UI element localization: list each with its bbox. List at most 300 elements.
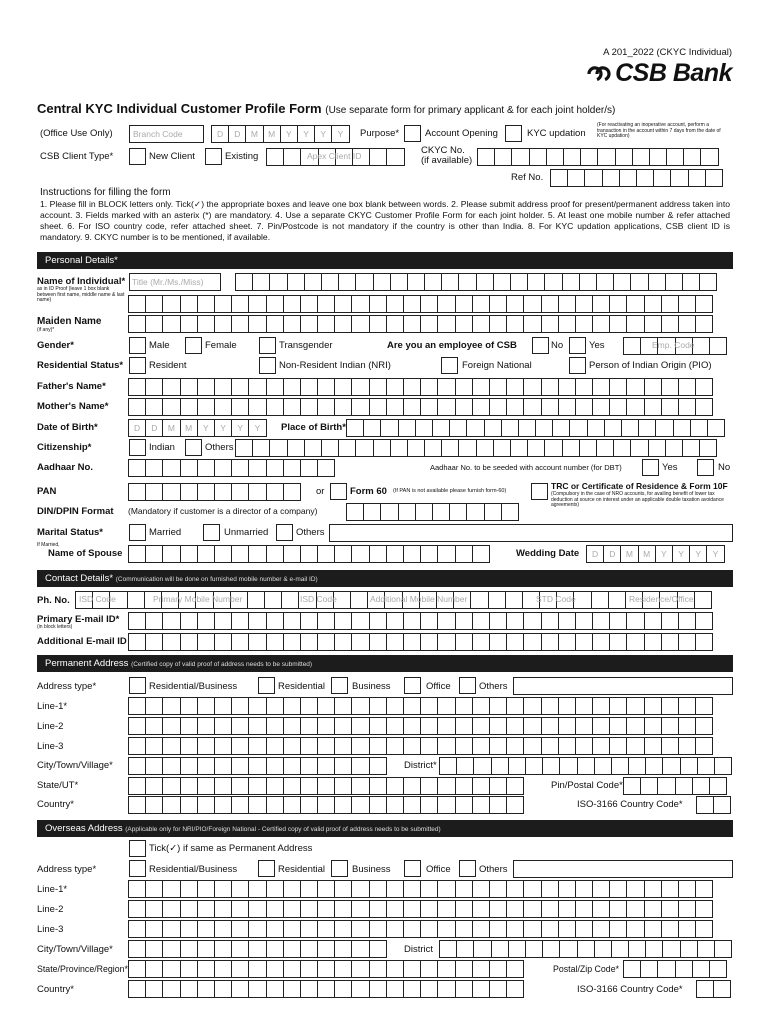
char-box[interactable] (665, 439, 683, 457)
char-box[interactable] (508, 940, 526, 958)
ref-no-field[interactable] (551, 169, 723, 187)
char-box[interactable] (231, 796, 249, 814)
char-box[interactable] (541, 633, 559, 651)
char-box[interactable] (369, 697, 387, 715)
char-box[interactable] (455, 920, 473, 938)
char-box[interactable] (300, 757, 318, 775)
char-box[interactable] (523, 315, 541, 333)
char-box[interactable] (317, 796, 335, 814)
char-box[interactable] (248, 545, 266, 563)
char-box[interactable] (283, 633, 301, 651)
char-box[interactable] (145, 483, 163, 501)
char-box[interactable] (415, 419, 433, 437)
char-box[interactable] (523, 920, 541, 938)
char-box[interactable] (575, 880, 593, 898)
char-box[interactable] (180, 633, 198, 651)
char-box[interactable] (248, 940, 266, 958)
dob-field[interactable] (129, 419, 267, 437)
char-box[interactable] (661, 295, 679, 313)
char-box[interactable] (248, 980, 266, 998)
char-box[interactable] (248, 960, 266, 978)
char-box[interactable] (472, 545, 490, 563)
char-box[interactable] (283, 880, 301, 898)
char-box[interactable] (351, 378, 369, 396)
char-box[interactable] (300, 900, 318, 918)
char-box[interactable] (283, 697, 301, 715)
char-box[interactable] (403, 697, 421, 715)
char-box[interactable] (558, 378, 576, 396)
char-box[interactable] (558, 737, 576, 755)
char-box[interactable] (611, 940, 629, 958)
char-box[interactable] (369, 737, 387, 755)
char-box[interactable] (231, 295, 249, 313)
spouse-name-field[interactable] (129, 545, 490, 563)
char-box[interactable] (334, 295, 352, 313)
char-box[interactable] (128, 459, 146, 477)
char-box[interactable] (591, 591, 609, 609)
char-box[interactable] (386, 697, 404, 715)
ovs-country-field[interactable] (129, 980, 524, 998)
char-box[interactable] (455, 900, 473, 918)
char-box[interactable] (501, 419, 519, 437)
char-box[interactable] (636, 169, 654, 187)
char-box[interactable] (351, 737, 369, 755)
char-box[interactable] (567, 169, 585, 187)
char-box[interactable] (317, 295, 335, 313)
char-box[interactable] (386, 633, 404, 651)
char-box[interactable] (317, 398, 335, 416)
char-box[interactable] (252, 273, 270, 291)
char-box[interactable] (489, 880, 507, 898)
char-box[interactable] (420, 980, 438, 998)
char-box[interactable] (300, 459, 318, 477)
char-box[interactable] (626, 737, 644, 755)
char-box[interactable] (214, 757, 232, 775)
char-box[interactable] (675, 960, 693, 978)
char-box[interactable] (697, 940, 715, 958)
char-box[interactable] (682, 273, 700, 291)
char-box[interactable] (363, 419, 381, 437)
char-box[interactable] (283, 295, 301, 313)
char-box[interactable] (437, 960, 455, 978)
char-box[interactable] (214, 717, 232, 735)
char-box[interactable] (363, 503, 381, 521)
char-box[interactable] (544, 439, 562, 457)
char-box[interactable] (592, 633, 610, 651)
char-box[interactable] (231, 960, 249, 978)
char-box[interactable] (248, 757, 266, 775)
char-box[interactable] (369, 148, 387, 166)
char-box[interactable] (283, 980, 301, 998)
char-box[interactable] (162, 295, 180, 313)
char-box[interactable] (197, 398, 215, 416)
char-box[interactable] (678, 315, 696, 333)
char-box[interactable] (317, 920, 335, 938)
char-box[interactable] (626, 900, 644, 918)
char-box[interactable] (373, 439, 391, 457)
char-box[interactable] (661, 717, 679, 735)
char-box[interactable] (456, 757, 474, 775)
char-box[interactable] (420, 378, 438, 396)
char-box[interactable]: Y (248, 419, 266, 437)
char-box[interactable] (283, 737, 301, 755)
char-box[interactable] (470, 591, 488, 609)
char-box[interactable] (162, 633, 180, 651)
char-box[interactable] (523, 378, 541, 396)
char-box[interactable] (197, 378, 215, 396)
char-box[interactable] (269, 273, 287, 291)
char-box[interactable]: Y (689, 545, 707, 563)
char-box[interactable] (678, 900, 696, 918)
char-box[interactable] (678, 633, 696, 651)
char-box[interactable] (128, 717, 146, 735)
char-box[interactable] (437, 796, 455, 814)
char-box[interactable] (527, 439, 545, 457)
char-box[interactable] (266, 717, 284, 735)
char-box[interactable] (369, 295, 387, 313)
char-box[interactable] (494, 148, 512, 166)
char-box[interactable] (541, 880, 559, 898)
char-box[interactable] (369, 717, 387, 735)
char-box[interactable] (145, 757, 163, 775)
char-box[interactable] (283, 920, 301, 938)
char-box[interactable] (214, 880, 232, 898)
char-box[interactable] (128, 315, 146, 333)
char-box[interactable] (661, 697, 679, 715)
char-box[interactable] (369, 398, 387, 416)
char-box[interactable] (546, 148, 564, 166)
char-box[interactable] (197, 796, 215, 814)
char-box[interactable] (231, 697, 249, 715)
name-row-2[interactable] (129, 295, 713, 313)
char-box[interactable] (489, 796, 507, 814)
char-box[interactable] (594, 940, 612, 958)
char-box[interactable] (283, 900, 301, 918)
char-box[interactable] (317, 960, 335, 978)
char-box[interactable] (283, 777, 301, 795)
char-box[interactable] (128, 757, 146, 775)
char-box[interactable] (248, 737, 266, 755)
char-box[interactable] (162, 612, 180, 630)
char-box[interactable] (420, 633, 438, 651)
form60-checkbox[interactable] (330, 483, 347, 500)
char-box[interactable] (197, 880, 215, 898)
char-box[interactable] (334, 545, 352, 563)
char-box[interactable] (180, 757, 198, 775)
char-box[interactable] (338, 273, 356, 291)
char-box[interactable] (441, 273, 459, 291)
char-box[interactable] (128, 940, 146, 958)
char-box[interactable] (604, 419, 622, 437)
char-box[interactable] (648, 273, 666, 291)
char-box[interactable] (630, 439, 648, 457)
existing-client-checkbox[interactable] (205, 148, 222, 165)
char-box[interactable] (657, 960, 675, 978)
char-box[interactable] (661, 900, 679, 918)
char-box[interactable] (317, 757, 335, 775)
char-box[interactable]: D (128, 419, 146, 437)
char-box[interactable] (145, 545, 163, 563)
aadhaar-seed-no-checkbox[interactable] (697, 459, 714, 476)
char-box[interactable] (690, 419, 708, 437)
char-box[interactable] (369, 633, 387, 651)
char-box[interactable] (466, 503, 484, 521)
char-box[interactable] (248, 880, 266, 898)
married-checkbox[interactable] (129, 524, 146, 541)
char-box[interactable] (300, 880, 318, 898)
char-box[interactable] (231, 880, 249, 898)
char-box[interactable] (666, 148, 684, 166)
char-box[interactable] (162, 378, 180, 396)
char-box[interactable] (197, 315, 215, 333)
char-box[interactable] (437, 777, 455, 795)
char-box[interactable] (214, 545, 232, 563)
ovs-postal-field[interactable] (624, 960, 727, 978)
char-box[interactable] (655, 419, 673, 437)
nri-checkbox[interactable] (259, 357, 276, 374)
char-box[interactable] (623, 960, 641, 978)
char-box[interactable] (231, 717, 249, 735)
char-box[interactable] (506, 737, 524, 755)
char-box[interactable] (695, 717, 713, 735)
char-box[interactable] (626, 315, 644, 333)
transgender-checkbox[interactable] (259, 337, 276, 354)
char-box[interactable] (506, 777, 524, 795)
char-box[interactable] (640, 960, 658, 978)
char-box[interactable]: Y (197, 419, 215, 437)
char-box[interactable] (420, 612, 438, 630)
char-box[interactable] (626, 697, 644, 715)
char-box[interactable] (369, 796, 387, 814)
char-box[interactable] (231, 315, 249, 333)
char-box[interactable] (231, 459, 249, 477)
char-box[interactable] (231, 378, 249, 396)
char-box[interactable] (300, 315, 318, 333)
char-box[interactable] (623, 777, 641, 795)
char-box[interactable] (145, 940, 163, 958)
char-box[interactable] (248, 920, 266, 938)
citizenship-others-field[interactable] (236, 439, 717, 457)
char-box[interactable] (632, 148, 650, 166)
char-box[interactable] (180, 880, 198, 898)
char-box[interactable]: M (620, 545, 638, 563)
char-box[interactable] (287, 273, 305, 291)
char-box[interactable] (304, 439, 322, 457)
char-box[interactable]: D (145, 419, 163, 437)
char-box[interactable] (283, 315, 301, 333)
char-box[interactable] (252, 439, 270, 457)
char-box[interactable] (437, 697, 455, 715)
char-box[interactable] (162, 980, 180, 998)
char-box[interactable] (424, 273, 442, 291)
char-box[interactable] (506, 980, 524, 998)
char-box[interactable] (317, 612, 335, 630)
char-box[interactable] (678, 378, 696, 396)
char-box[interactable] (283, 757, 301, 775)
char-box[interactable] (584, 169, 602, 187)
char-box[interactable] (231, 777, 249, 795)
char-box[interactable] (696, 980, 714, 998)
char-box[interactable] (621, 419, 639, 437)
char-box[interactable] (472, 398, 490, 416)
char-box[interactable] (214, 960, 232, 978)
mother-name-field[interactable] (129, 398, 713, 416)
char-box[interactable] (128, 295, 146, 313)
title-field[interactable] (129, 273, 221, 291)
char-box[interactable] (334, 697, 352, 715)
char-box[interactable] (558, 717, 576, 735)
char-box[interactable] (695, 633, 713, 651)
char-box[interactable] (231, 737, 249, 755)
char-box[interactable] (283, 378, 301, 396)
char-box[interactable] (162, 900, 180, 918)
char-box[interactable] (346, 419, 364, 437)
char-box[interactable] (386, 398, 404, 416)
char-box[interactable] (180, 960, 198, 978)
char-box[interactable] (644, 900, 662, 918)
char-box[interactable] (180, 315, 198, 333)
char-box[interactable] (334, 960, 352, 978)
char-box[interactable] (369, 880, 387, 898)
char-box[interactable] (626, 880, 644, 898)
char-box[interactable] (613, 273, 631, 291)
char-box[interactable] (128, 697, 146, 715)
char-box[interactable] (266, 920, 284, 938)
char-box[interactable]: M (245, 125, 263, 143)
char-box[interactable]: M (180, 419, 198, 437)
account-opening-checkbox[interactable] (404, 125, 421, 142)
char-box[interactable] (214, 295, 232, 313)
char-box[interactable] (661, 920, 679, 938)
perm-state-field[interactable] (129, 777, 524, 795)
char-box[interactable] (145, 717, 163, 735)
char-box[interactable] (162, 960, 180, 978)
char-box[interactable] (334, 717, 352, 735)
employee-no-checkbox[interactable] (532, 337, 549, 354)
char-box[interactable] (455, 717, 473, 735)
char-box[interactable] (644, 697, 662, 715)
char-box[interactable] (162, 697, 180, 715)
char-box[interactable] (334, 880, 352, 898)
char-box[interactable] (506, 880, 524, 898)
char-box[interactable] (145, 920, 163, 938)
char-box[interactable] (162, 777, 180, 795)
char-box[interactable] (180, 777, 198, 795)
char-box[interactable] (420, 737, 438, 755)
char-box[interactable]: Y (231, 419, 249, 437)
char-box[interactable] (477, 148, 495, 166)
char-box[interactable] (558, 295, 576, 313)
char-box[interactable] (424, 439, 442, 457)
char-box[interactable] (300, 612, 318, 630)
char-box[interactable] (351, 796, 369, 814)
char-box[interactable] (609, 612, 627, 630)
char-box[interactable] (472, 980, 490, 998)
char-box[interactable] (407, 439, 425, 457)
char-box[interactable] (489, 737, 507, 755)
char-box[interactable] (437, 980, 455, 998)
char-box[interactable]: Y (314, 125, 332, 143)
char-box[interactable] (458, 273, 476, 291)
char-box[interactable] (355, 439, 373, 457)
char-box[interactable] (661, 633, 679, 651)
char-box[interactable] (609, 900, 627, 918)
char-box[interactable] (145, 980, 163, 998)
char-box[interactable] (489, 612, 507, 630)
char-box[interactable] (523, 612, 541, 630)
char-box[interactable] (575, 398, 593, 416)
char-box[interactable] (390, 273, 408, 291)
char-box[interactable] (692, 777, 710, 795)
new-client-checkbox[interactable] (129, 148, 146, 165)
char-box[interactable] (128, 880, 146, 898)
char-box[interactable] (214, 920, 232, 938)
char-box[interactable] (403, 545, 421, 563)
char-box[interactable] (300, 777, 318, 795)
char-box[interactable] (266, 980, 284, 998)
char-box[interactable] (231, 483, 249, 501)
char-box[interactable] (214, 612, 232, 630)
char-box[interactable] (455, 315, 473, 333)
char-box[interactable] (300, 378, 318, 396)
char-box[interactable] (214, 398, 232, 416)
char-box[interactable] (128, 737, 146, 755)
char-box[interactable] (541, 697, 559, 715)
char-box[interactable] (441, 439, 459, 457)
char-box[interactable] (518, 419, 536, 437)
char-box[interactable] (420, 315, 438, 333)
char-box[interactable] (403, 980, 421, 998)
char-box[interactable] (575, 717, 593, 735)
char-box[interactable] (300, 920, 318, 938)
char-box[interactable] (351, 697, 369, 715)
char-box[interactable] (670, 169, 688, 187)
char-box[interactable] (644, 880, 662, 898)
char-box[interactable] (300, 295, 318, 313)
char-box[interactable] (355, 273, 373, 291)
char-box[interactable] (609, 378, 627, 396)
ovs-line3-field[interactable] (129, 920, 713, 938)
char-box[interactable] (602, 169, 620, 187)
char-box[interactable] (592, 398, 610, 416)
char-box[interactable] (493, 439, 511, 457)
char-box[interactable] (541, 398, 559, 416)
char-box[interactable] (472, 880, 490, 898)
char-box[interactable] (592, 920, 610, 938)
aadhaar-seed-yes-checkbox[interactable] (642, 459, 659, 476)
char-box[interactable] (321, 439, 339, 457)
char-box[interactable] (214, 315, 232, 333)
char-box[interactable] (609, 737, 627, 755)
char-box[interactable] (709, 960, 727, 978)
char-box[interactable] (231, 757, 249, 775)
char-box[interactable] (266, 960, 284, 978)
char-box[interactable] (609, 398, 627, 416)
char-box[interactable] (575, 697, 593, 715)
char-box[interactable] (525, 757, 543, 775)
ovs-iso-field[interactable] (697, 980, 731, 998)
char-box[interactable] (231, 612, 249, 630)
char-box[interactable] (665, 273, 683, 291)
char-box[interactable] (626, 633, 644, 651)
char-box[interactable] (484, 503, 502, 521)
char-box[interactable] (630, 273, 648, 291)
char-box[interactable] (145, 777, 163, 795)
char-box[interactable] (437, 398, 455, 416)
char-box[interactable] (403, 960, 421, 978)
char-box[interactable] (281, 591, 299, 609)
char-box[interactable] (511, 148, 529, 166)
